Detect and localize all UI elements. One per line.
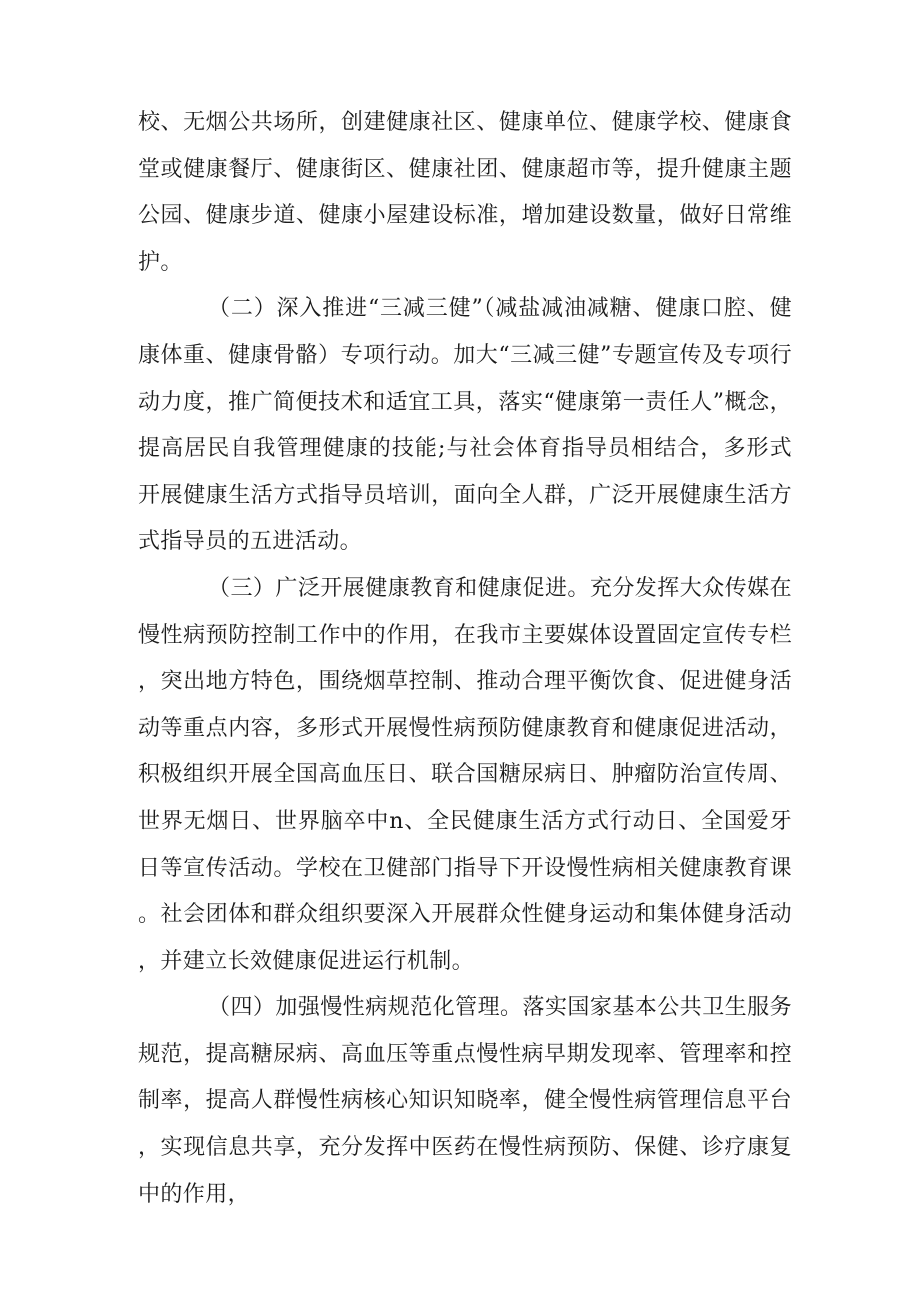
document-body	[138, 100, 792, 1218]
paragraph-continuation: 校、无烟公共场所，创建健康社区、健康单位、健康学校、健康食堂或健康餐厅、健康街区、健康社团、健康超市等，提升健康主题公园、健康步道、健康小屋建设标准，增加建设数量，做好日常维护。	[138, 110, 792, 275]
paragraph-section-4: （四）加强慢性病规范化管理。落实国家基本公共卫生服务规范，提高糖尿病、高血压等重点慢性病早期发现率、管理率和控制率，提高人群慢性病核心知识知晓率，健全慢性病管理信息平台，实现信息共享，充分发挥中医药在慢性病预防、保健、诊疗康复中的作用，	[138, 995, 792, 1207]
paragraph-section-2: （二）深入推进“三减三健”（减盐减油减糖、健康口腔、健康体重、健康骨骼）专项行动。加大“三减三健”专题宣传及专项行动力度，推广简便技术和适宜工具，落实“健康第一责任人”概念，提高居民自我管理健康的技能;与社会体育指导员相结合，多形式开展健康生活方式指导员培训，面向全人群，广泛开展健康生活方式指导员的五进活动。	[138, 296, 792, 555]
paragraph-section-3: （三）广泛开展健康教育和健康促进。充分发挥大众传媒在慢性病预防控制工作中的作用，在我市主要媒体设置固定宣传专栏，突出地方特色，围绕烟草控制、推动合理平衡饮食、促进健身活动等重点内容，多形式开展慢性病预防健康教育和健康促进活动，积极组织开展全国高血压日、联合国糖尿病日、肿瘤防治宣传周、世界无烟日、世界脑卒中n、全民健康生活方式行动日、全国爱牙日等宣传活动。学校在卫健部门指导下开设慢性病相关健康教育课。社会团体和群众组织要深入开展群众性健身运动和集体健身活动，并建立长效健康促进运行机制。	[138, 575, 792, 974]
